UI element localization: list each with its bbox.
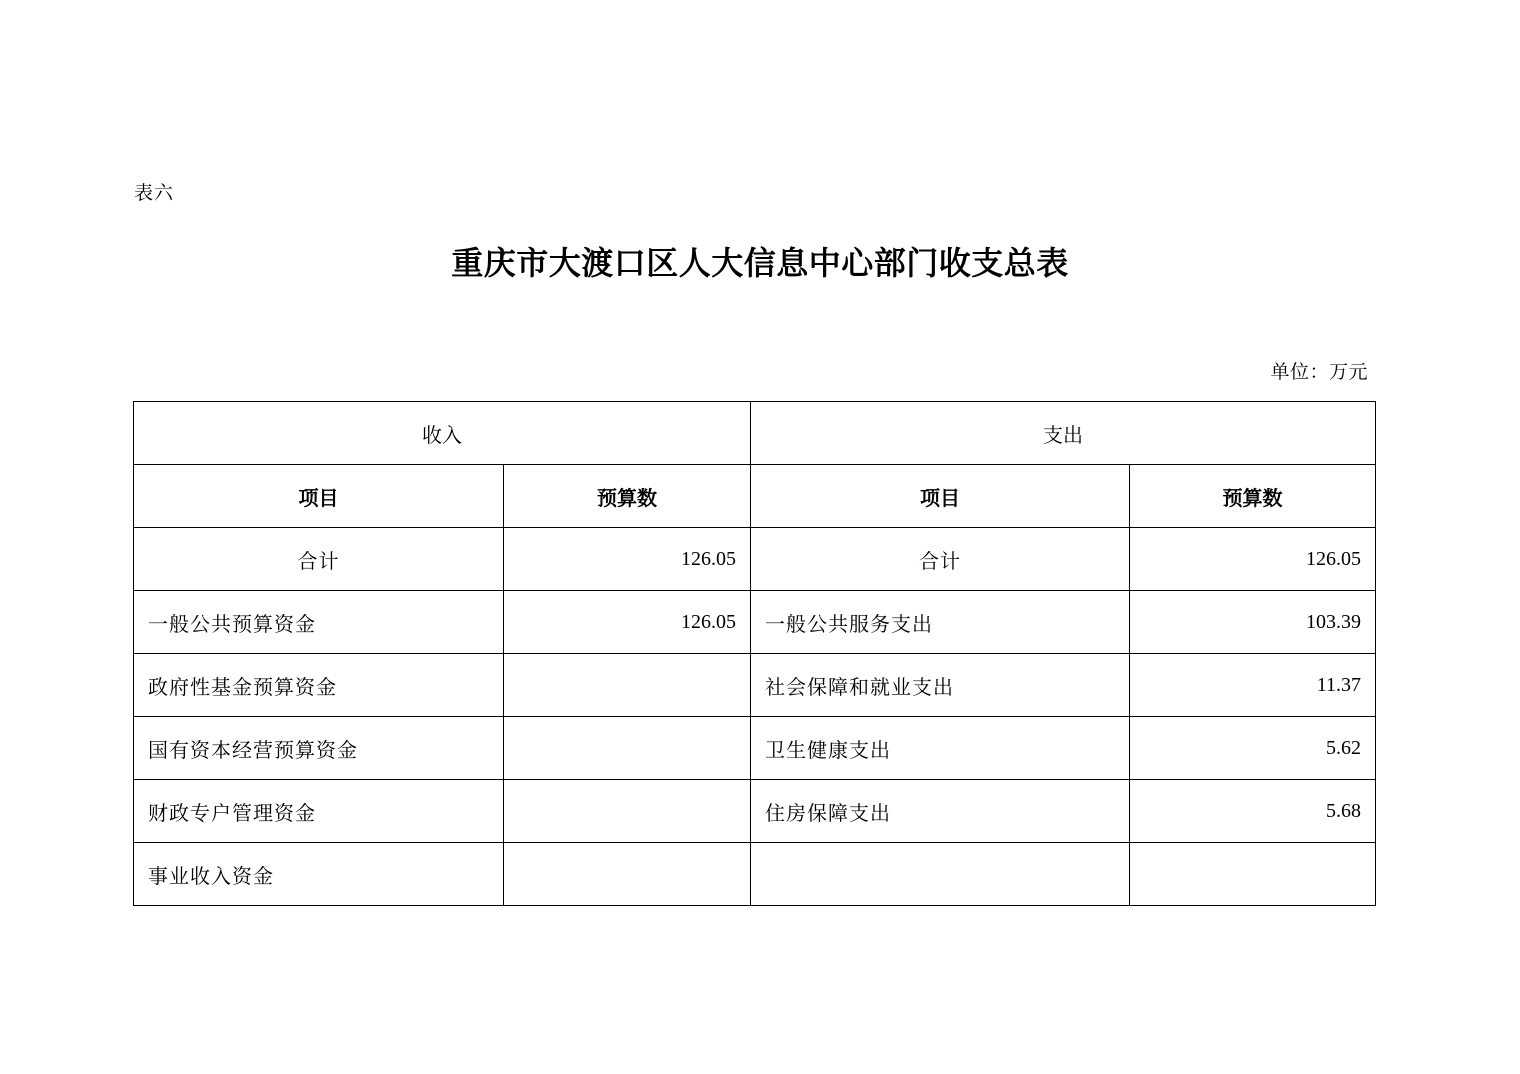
column-header-income-budget: 预算数 <box>504 465 751 528</box>
cell-income-budget <box>504 780 751 843</box>
cell-expenditure-budget: 126.05 <box>1130 528 1376 591</box>
column-header-income-item: 项目 <box>134 465 504 528</box>
cell-expenditure-item: 社会保障和就业支出 <box>751 654 1130 717</box>
page-title: 重庆市大渡口区人大信息中心部门收支总表 <box>451 245 1069 281</box>
cell-income-item: 合计 <box>134 528 504 591</box>
cell-income-item: 财政专户管理资金 <box>134 780 504 843</box>
table-column-header-row <box>134 465 1376 528</box>
budget-table-container <box>133 401 1375 906</box>
budget-table <box>133 401 1376 906</box>
table-row <box>134 528 1376 591</box>
cell-income-budget: 126.05 <box>504 591 751 654</box>
cell-income-item: 政府性基金预算资金 <box>134 654 504 717</box>
cell-income-budget <box>504 717 751 780</box>
cell-expenditure-item <box>751 843 1130 906</box>
table-row <box>134 780 1376 843</box>
cell-income-budget <box>504 843 751 906</box>
cell-expenditure-budget: 103.39 <box>1130 591 1376 654</box>
unit-note: 单位：万元 <box>1270 361 1368 383</box>
table-number-label: 表六 <box>134 182 175 204</box>
column-header-expenditure-budget: 预算数 <box>1130 465 1376 528</box>
cell-income-budget: 126.05 <box>504 528 751 591</box>
cell-income-item: 事业收入资金 <box>134 843 504 906</box>
table-row <box>134 654 1376 717</box>
cell-income-budget <box>504 654 751 717</box>
table-row <box>134 717 1376 780</box>
group-header-income: 收入 <box>134 402 751 465</box>
table-row <box>134 843 1376 906</box>
cell-income-item: 国有资本经营预算资金 <box>134 717 504 780</box>
cell-expenditure-item: 卫生健康支出 <box>751 717 1130 780</box>
cell-expenditure-budget: 11.37 <box>1130 654 1376 717</box>
cell-expenditure-item: 一般公共服务支出 <box>751 591 1130 654</box>
cell-expenditure-item: 住房保障支出 <box>751 780 1130 843</box>
column-header-expenditure-item: 项目 <box>751 465 1130 528</box>
cell-income-item: 一般公共预算资金 <box>134 591 504 654</box>
cell-expenditure-item: 合计 <box>751 528 1130 591</box>
table-row <box>134 591 1376 654</box>
cell-expenditure-budget: 5.68 <box>1130 780 1376 843</box>
table-group-header-row <box>134 402 1376 465</box>
group-header-expenditure: 支出 <box>751 402 1376 465</box>
cell-expenditure-budget: 5.62 <box>1130 717 1376 780</box>
cell-expenditure-budget <box>1130 843 1376 906</box>
